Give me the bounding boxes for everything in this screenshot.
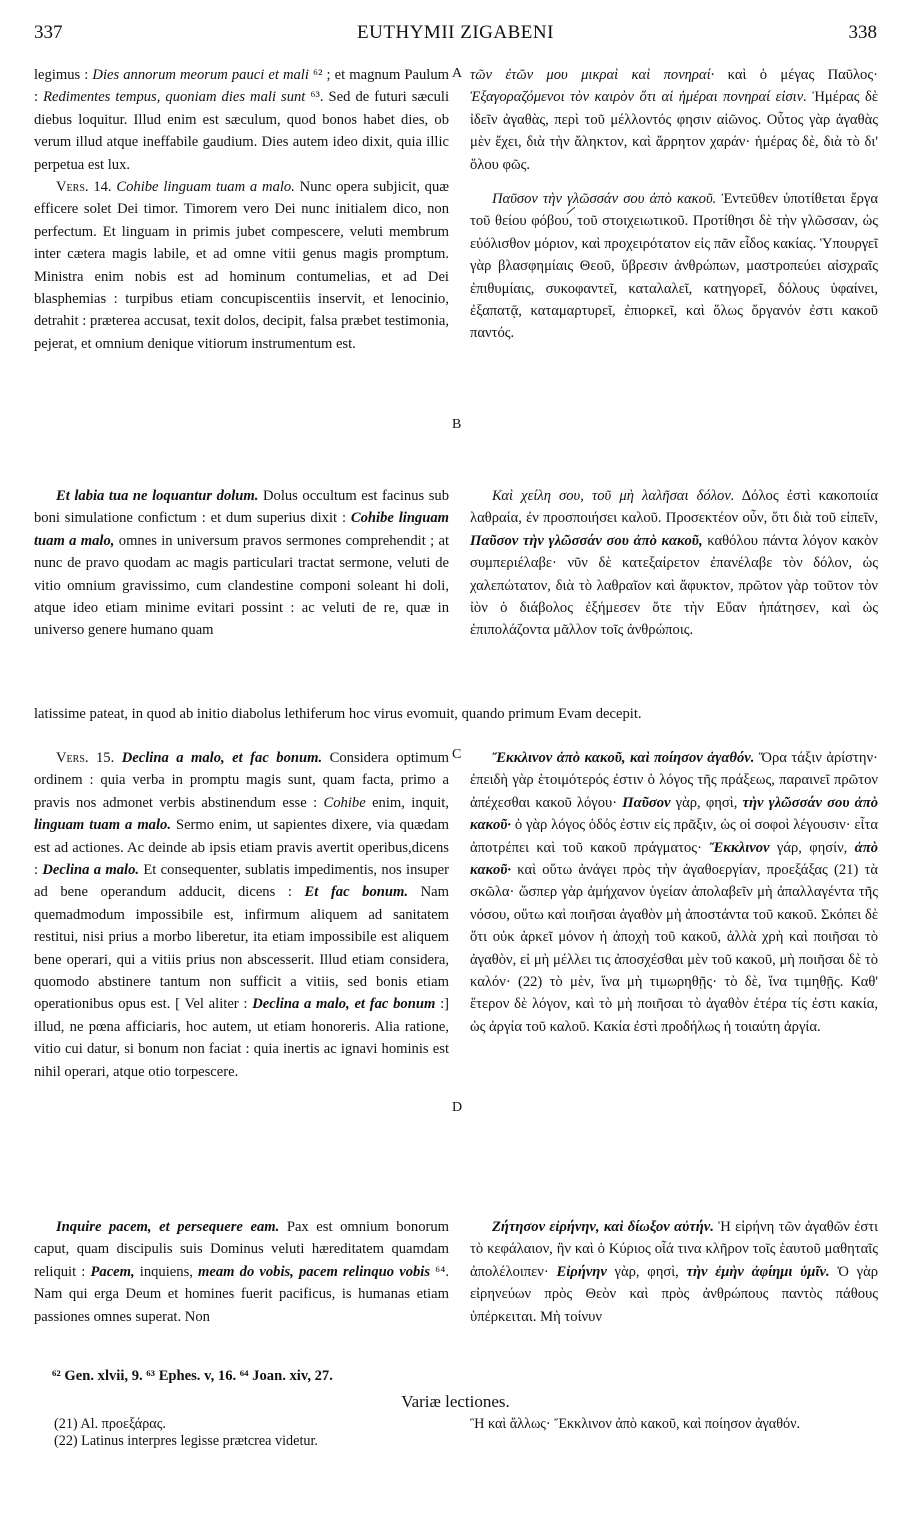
margin-mark-a: A xyxy=(452,66,463,81)
page-number-right: 338 xyxy=(848,22,877,43)
greek-paragraph: Ἔκκλινον ἀπὸ κακοῦ, καὶ ποίησον ἀγαθόν. Ὅρα τάξιν ἀρίστην· ἐπειδὴ γὰρ ἑτοιμότερός ἐστιν ὁ λόγος τῆς πράξεως, παραινεῖ πρῶτον ἀπέχεσθαι κακοῦ λόγου· Παῦσον γὰρ, φησὶ, τὴν γλῶσσάν σου ἀπὸ κακοῦ· ὁ γὰρ λόγος ὁδός ἐστιν εἰς πρᾶξιν, ὡς οἱ σοφοὶ λέγουσιν· εἶτα ἀποτρέπει καὶ τοῦ κακοῦ πράγματος· Ἔκκλινον γάρ, φησίν, ἀπὸ κακοῦ· καὶ οὕτω ἀνάγει πρὸς τὴν ἀγαθοεργίαν, προεξάξας (21) τὰ σκῶλα· ὥσπερ γὰρ ἀμήχανον ὑγείαν ἀπολαβεῖν μὴ ἀπαλλαγέντα τῆς νόσου, οὕτω καὶ ποιῆσαι ἀγαθὸν μὴ ἀποστάντα τοῦ κακοῦ. Σκόπει δὲ ὅτι οὐκ ἀρκεῖ μόνον ἡ ἀποχὴ τοῦ κακοῦ, ἀλλὰ χρὴ καὶ ποιῆσαι τὸ ἀγαθὸν, εἰ μὴ μέλλει τις ἀποσχέσθαι μὲν τοῦ κακοῦ, μὴ ποιῆσαι δὲ τὸ καλόν· (22) τὸ μὲν, ἵνα μὴ τιμωρηθῇς· τὸ δὲ, ἵνα τιμηθῇς. Καθ' ἕτερον δὲ λόγον, καὶ τὸ μὴ ποιῆσαι τὸ ἀγαθὸν ἑτέρα τίς ἐστι κακία, ὡς ἀργία τοῦ καλοῦ. Κακία ἐστὶ προδήλως ἡ τοιαύτη ἀργία. xyxy=(470,750,878,1035)
latin-column-block-2 xyxy=(34,485,449,642)
greek-paragraph: Καὶ χείλη σου, τοῦ μὴ λαλῆσαι δόλον. Δόλος ἐστὶ κακοποιία λαθραία, ἐν προσποιήσει καλοῦ. Προσεκτέον οὖν, ὅτι διὰ τοῦ εἰπεῖν, Παῦσον τὴν γλῶσσάν σου ἀπὸ κακοῦ, καθόλου πάντα λόγον κακὸν συμπεριέλαβε· νῦν δὲ κατεξαίρετον ἐπανέλαβε τὸν δόλον, ὡς χαλεπώτατον, διὰ τὸ λαθραῖον καὶ ἄφυκτον, πρῶτον γὰρ τοῦτον τὸν ἰὸν ὁ διάβολος ἐξήμεσεν ὅτε τὴν Εὔαν ἠπάτησεν, καὶ ὡς ἐπιπολάζοντα μᾶλλον τοῖς ἀνθρώποις. xyxy=(470,488,878,639)
greek-column-block-1 xyxy=(470,64,878,345)
greek-column-block-2 xyxy=(470,485,878,642)
latin-column-block-4 xyxy=(34,1216,449,1328)
greek-paragraph: τῶν ἐτῶν μου μικραὶ καὶ πονηραί· καὶ ὁ μέγας Παῦλος· Ἐξαγοραζόμενοι τὸν καιρὸν ὅτι αἱ ἡμέραι πονηραί εἰσιν. Ἡμέρας δὲ ἰδεῖν ἀγαθὰς, περὶ τοῦ μέλλοντός φησιν αἰῶνος. Οὗτος γὰρ ἀγαθὰς μὲν ἔχει, διὰ τὴν ἄληκτον, καὶ ἄρρητον χαράν· ἡμέρας δὲ, διὰ τὸ δι' ὅλου φῶς. xyxy=(470,67,878,173)
latin-paragraph: legimus : Dies annorum meorum pauci et mali ⁶² ; et magnum Paulum : Redimentes tempus, quoniam dies mali sunt ⁶³. Sed de futuri sæculi diebus loquitur. Illud enim est sæculum, quod bonos habet dies, ob verum illud atque ineffabile gaudium. Dies autem ideo dixit, quia illic perpetua est lux. xyxy=(34,67,449,173)
greek-paragraph: Παῦσον τὴν γλῶσσάν σου ἀπὸ κακοῦ. Ἐντεῦθεν ὑποτίθεται ἔργα τοῦ θείου φόβου, τοῦ στοιχειωτικοῦ. Προτίθησι δὲ τὴν γλῶσσαν, ὡς εὐόλισθον μόριον, καὶ προχειρότατον εἰς πᾶν εἶδος κακίας. Ὑπουργεῖ γὰρ βλασφημίαις Θεοῦ, ὕβρεσιν ἀνθρώπων, μαστροπεύει αἰσχραῖς ἐπιθυμίαις, συκοφαντεῖ, καταλαλεῖ, κατηγορεῖ, δόλους ὑφαίνει, ἐξαπατᾷ, καταμαρτυρεῖ, ἐπιορκεῖ, καὶ ὅλως ὄργανόν ἐστι κακοῦ παντός. xyxy=(470,191,878,342)
margin-mark-c: C xyxy=(452,747,462,762)
page-header xyxy=(34,22,877,48)
running-title: EUTHYMII ZIGABENI xyxy=(357,22,554,43)
margin-mark-b: B xyxy=(452,417,462,432)
latin-paragraph: Vers. 15. Declina a malo, et fac bonum. Considera optimum ordinem : quia verba in promptu magis sunt, quam facta, primo a pravis nos admonet verbis abstinendum esse : Cohibe enim, inquit, linguam tuam a malo. Sermo enim, ut sapientes dixere, via quædam est ad actiones. Ac deinde ab ipsis etiam pravis avertit operibus,dicens : Declina a malo. Et consequenter, sublatis impedimentis, nos insuper ad bene operandum adducit, dicens : Et fac bonum. Nam quemadmodum impossibile est, infirmum aliquem ad sanitatem restitui, nisi prius a morbo liberetur, ita etiam impossibile est aliquem bene operari, qui a vitiis prius non abscesserit. Illud etiam considera, quomodo abstinere tantum non sufficit a vitiis, sed bonis etiam operationibus opus est. [ Vel aliter : Declina a malo, et fac bonum :] illud, ne pœna afficiaris, hoc autem, ut etiam honoreris. Alia ratione, vitio cui datur, si bonum non faciat : quia inertis ac ignavi hominis est nihil operari, atque otio torpescere. xyxy=(34,750,449,1080)
footnotes: ⁶² Gen. xlvii, 9. ⁶³ Ephes. v, 16. ⁶⁴ Joan. xiv, 27. xyxy=(52,1368,333,1384)
latin-paragraph: Vers. 14. Cohibe linguam tuam a malo. Nunc opera subjicit, quæ efficere solet Dei timor. Timorem vero Dei nunc initialem dico, non perfectum. Et linguam in primis jubet compescere, veluti membrum inter cætera magis labile, et ad omne vitii genus magis promptum. Ministra enim nobis est ad hominum contumelias, et ad Dei blasphemias : turpibus etiam concupiscentiis inservit, et lenocinio, detrahit : præterea accusat, texit dolos, decipit, falsa præbet testimonia, pejerat, et omnium denique vitiorum instrumentum est. xyxy=(34,179,450,352)
latin-paragraph: Et labia tua ne loquantur dolum. Dolus occultum est facinus sub boni simulatione confictum : et dum superius dixit : Cohibe linguam tuam a malo, omnes in universum pravos sermones comprehendit ; at nunc de pravo quodam ac magis particulari tractat sermone, veluti de vitio omnium gravissimo, cum clandestine componi soleant hi doli, atque ideo etiam minime evitari possint : ac veluti de re, quæ in universo genere humano quam xyxy=(34,488,450,639)
full-width-line: latissime pateat, in quod ab initio diabolus lethiferum hoc virus evomuit, quando primum Evam decepit. xyxy=(34,706,642,722)
latin-column-block-1 xyxy=(34,64,449,355)
latin-column-block-3 xyxy=(34,747,449,1083)
variae-lectiones-title: Variæ lectiones. xyxy=(401,1392,510,1411)
variant-note: (22) Latinus interpres legisse prætcrea videtur. xyxy=(54,1433,318,1449)
greek-paragraph: Ζήτησον εἰρήνην, καὶ δίωξον αὐτήν. Ἡ εἰρήνη τῶν ἀγαθῶν ἐστι τὸ κεφάλαιον, ἣν καὶ ὁ Κύριος οἷά τινα κλῆρον τοῖς ἑαυτοῦ μαθηταῖς ἀπολέλοιπεν· Εἰρήνην γὰρ, φησὶ, τὴν ἐμὴν ἀφίημι ὑμῖν. Ὁ γὰρ εἰρηνεύων πρὸς Θεὸν καὶ πρὸς ἀνθρώπους παντὸς πάθους ὑπέρκειται. Μὴ τοίνυν xyxy=(470,1219,879,1325)
variae-lectiones-left xyxy=(54,1416,464,1450)
variae-lectiones-right: Ἢ καὶ ἄλλως· Ἔκκλινον ἀπὸ κακοῦ, καὶ ποίησον ἀγαθόν. xyxy=(470,1416,801,1432)
page-number-left: 337 xyxy=(34,22,63,43)
greek-column-block-3 xyxy=(470,747,878,1038)
latin-paragraph: Inquire pacem, et persequere eam. Pax est omnium bonorum caput, quam discipulis suis Dominus veluti hæreditatem quamdam reliquit : Pacem, inquiens, meam do vobis, pacem relinquo vobis ⁶⁴. Nam qui erga Deum et homines fuerit pacificus, is humanas etiam passiones omnes superat. Non xyxy=(34,1219,450,1325)
margin-mark-d: D xyxy=(452,1100,463,1115)
greek-column-block-4 xyxy=(470,1216,878,1328)
variant-note: (21) Al. προεξάρας. xyxy=(54,1416,166,1432)
